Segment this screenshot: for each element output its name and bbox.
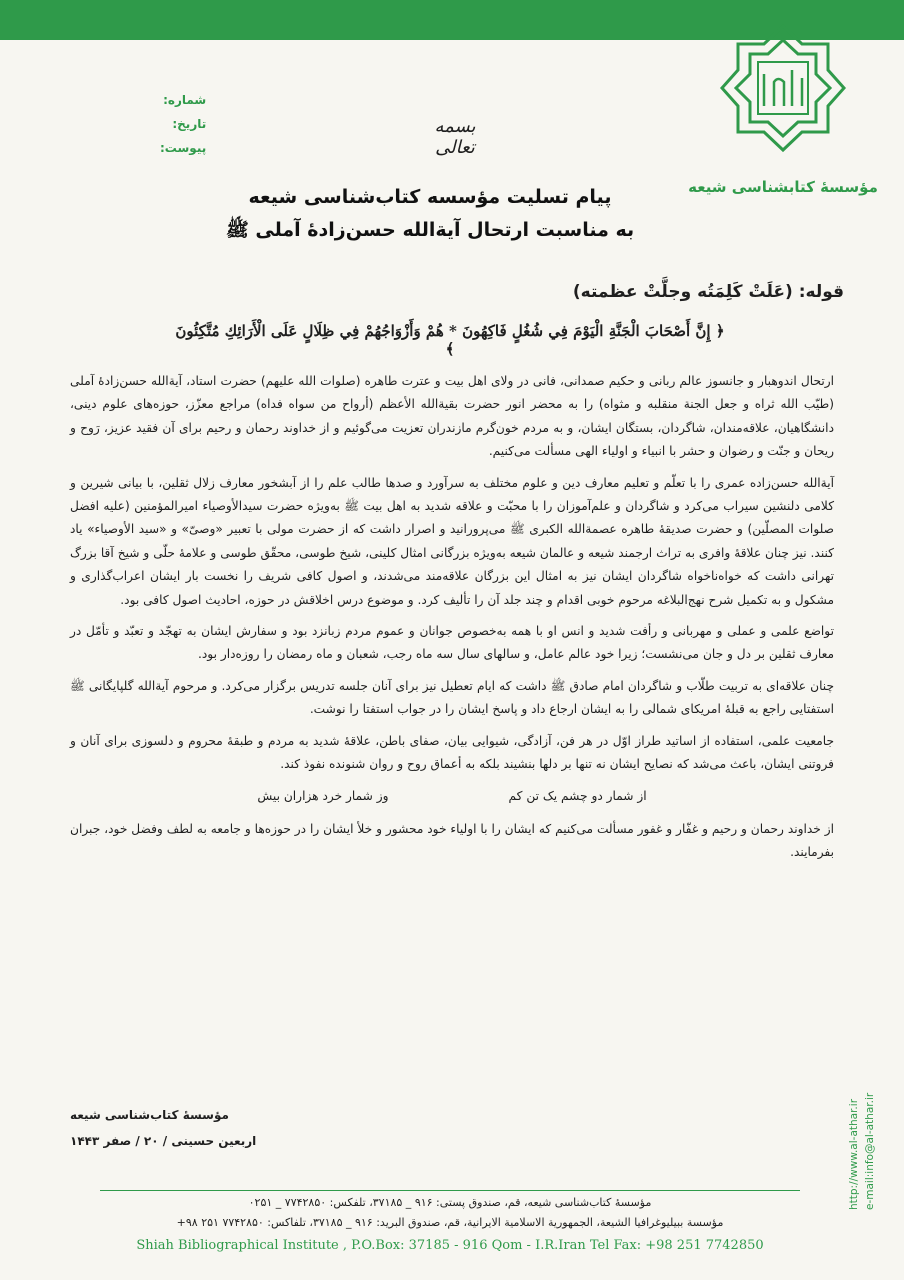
- poem-hemistich: از شمار دو چشم یک تن کم: [508, 788, 647, 803]
- letter-meta: [160, 88, 206, 160]
- paragraph: ارتحال اندوهبار و جانسوز عالم ربانی و حکیم صمدانی، فانی در ولای اهل بیت و عترت طاهره (صلوات الله علیهم) حضرت استاد، آیة‌الله حسن‌زادهٔ آملی (طیّب الله ثراه و جعل الجنة منقلبه و مثواه) را به محضر انور حضرت بقیة‌الله الأعظم (أرواح من سواه فداه) مراجع معزّز، حوزه‌های علوم دینی، دانشگاهیان، علاقه‌مندان، شاگردان، بستگان ایشان، و به مردم خون‌گرم مازندران تعزیت می‌گوئیم و از خداوند رحمان و رحیم برای آن فقید عزیز، رَوح و ریحان و جنّت و رضوان و حشر با انبیاء و اولیاء الهی مسألت می‌کنیم.: [70, 374, 834, 459]
- paragraph: چنان علاقه‌ای به تربیت طلّاب و شاگردان امام صادق ﷺ داشت که ایام تعطیل نیز برای آنان جلسه تدریس برگزار می‌کرد. و مرحوم آیة‌الله گلپایگانی ﷺ استفتایی راجع به قبلهٔ امریکای شمالی را به ایشان ارجاع داد و پاسخ ایشان را در جواب استفتا را نوشت.: [70, 678, 834, 717]
- signature-org: مؤسسهٔ کتاب‌شناسی شیعه: [70, 1108, 229, 1122]
- footer-arabic-address: مؤسسة ببیلیوغرافیا الشیعة، الجمهوریة الاسلامیة الایرانیة، قم، صندوق البرید: ۹۱۶ _ ۳۷۱۸۵، تلفاکس: ۷۷۴۲۸۵۰ ۲۵۱ ۹۸+: [176, 1216, 724, 1229]
- footer-persian-address: مؤسسهٔ کتاب‌شناسی شیعه، قم، صندوق پستی: ۹۱۶ _ ۳۷۱۸۵، تلفکس: ۷۷۴۲۸۵۰ _ ۰۲۵۱: [248, 1196, 652, 1209]
- letter-body: [70, 370, 834, 873]
- quote-intro: قوله: (عَلَتْ كَلِمَتُه وجلَّتْ عظمته): [572, 282, 844, 302]
- footer-english-address: Shiah Bibliographical Institute , P.O.Box: 37185 - 916 Qom - I.R.Iran Tel Fax: +98 251 7742850: [136, 1238, 764, 1253]
- page-title: پیام تسلیت مؤسسه کتاب‌شناسی شیعه: [248, 186, 612, 208]
- signature-block: [70, 1102, 256, 1154]
- logo-emblem-icon: [718, 22, 848, 172]
- email-link[interactable]: e-mail:info@al-athar.ir: [864, 1092, 876, 1210]
- attachment-label: پیوست:: [160, 141, 207, 155]
- date-label: تاریخ:: [172, 117, 207, 131]
- footer-divider: [100, 1190, 800, 1191]
- number-label: شماره:: [163, 93, 207, 107]
- paragraph: تواضع علمی و عملی و مهربانی و رأفت شدید و انس او با همه به‌خصوص جوانان و عموم مردم زبانزد بود و سفارش ایشان به تهجّد و تعبّد و تأمّل در معارف ثقلین بر دل و جان می‌نشست؛ زیرا خود عالم عامل، و سالهای سال سه ماه رجب، شعبان و ماه رمضان را روزه‌دار بود.: [70, 624, 834, 662]
- signature-date: اربعین حسینی / ۲۰ / صفر ۱۴۴۳: [70, 1134, 257, 1148]
- website-link[interactable]: http://www.al-athar.ir: [848, 1098, 860, 1210]
- paragraph: جامعیت علمی، استفاده از اساتید طراز اوّل در هر فن، آزادگی، شیوایی بیان، صفای باطن، علاقهٔ شدید به مردم و طبقهٔ محروم و دلسوزی برای آنان و فروتنی ایشان، باعث می‌شد که نصایح ایشان نه تنها بر دلها بنشیند بلکه به أعماق روح و روان شنونده نفوذ کند.: [70, 733, 834, 772]
- quran-verse: ﴿ إِنَّ أَصْحَابَ الْجَنَّةِ الْيَوْمَ فِي شُغُلٍ فَاكِهُونَ * هُمْ وَأَزْوَاجُهُمْ فِي ظِلَالٍ عَلَى الْأَرَائِكِ مُتَّكِئُونَ ﴾: [175, 322, 725, 358]
- institute-logo: [688, 22, 878, 202]
- side-contact: [848, 1060, 878, 1220]
- paragraph: آیة‌الله حسن‌زاده عمری را با تعلّم و تعلیم معارف دین و علوم مختلف به سرآورد و صدها طالب علم را از آبشخور معارف زلال ثقلین، با بیانی شیرین و کلامی دلنشین سیراب می‌کرد و شاگردان و علم‌آموزان را با محبّت و علاقه شدید به اهل بیت ﷺ به‌ویژه حضرت سیدالأوصیاء امیرالمؤمنین (علیه افضل صلوات المصلّین) و حضرت صدیقهٔ طاهره عصمة‌الله الکبری ﷺ می‌پرورانید و اصرار داشت که از حضرت مولی با تعبیر «وصیّ» و «سید الأوصیاء» یاد کنند. نیز چنان علاقهٔ وافری به تراث ارجمند شیعه و عالمان شیعه به‌ویژه بزرگانی امثال کلینی، شیخ طوسی، محقّق طوسی و علامهٔ حلّی و شیخ آقا بزرگ تهرانی داشت که خواه‌ناخواه شاگردان ایشان نیز به امثال این بزرگان علاقه‌مند می‌شدند، و اصول کافی شریف را نخست بار ایشان اعراب‌گذاری و مشکول و به تکمیل شرح نهج‌البلاغه مرحوم خوبی اقدام و چند جلد آن را تألیف کرد. و موضوع درس اخلاقش در حوزه، احادیث اصول کافی بود.: [70, 475, 834, 607]
- closing-paragraph: از خداوند رحمان و رحیم و غفّار و غفور مسألت می‌کنیم که ایشان را با اولیاء خود محشور و خلأ ایشان را در حوزه‌ها و جامعه به لطف وفضل خود، جبران بفرمایند.: [70, 821, 834, 860]
- invocation: بسمه تعالی: [434, 116, 476, 158]
- poem-couplet: [70, 785, 834, 808]
- poem-hemistich: وز شمار خرد هزاران بیش: [257, 788, 389, 803]
- page-subtitle: به مناسبت ارتحال آیة‌الله حسن‌زادهٔ آملی ﷺ: [225, 219, 635, 241]
- logo-caption: مؤسسهٔ کتابشناسی شیعه: [688, 178, 878, 196]
